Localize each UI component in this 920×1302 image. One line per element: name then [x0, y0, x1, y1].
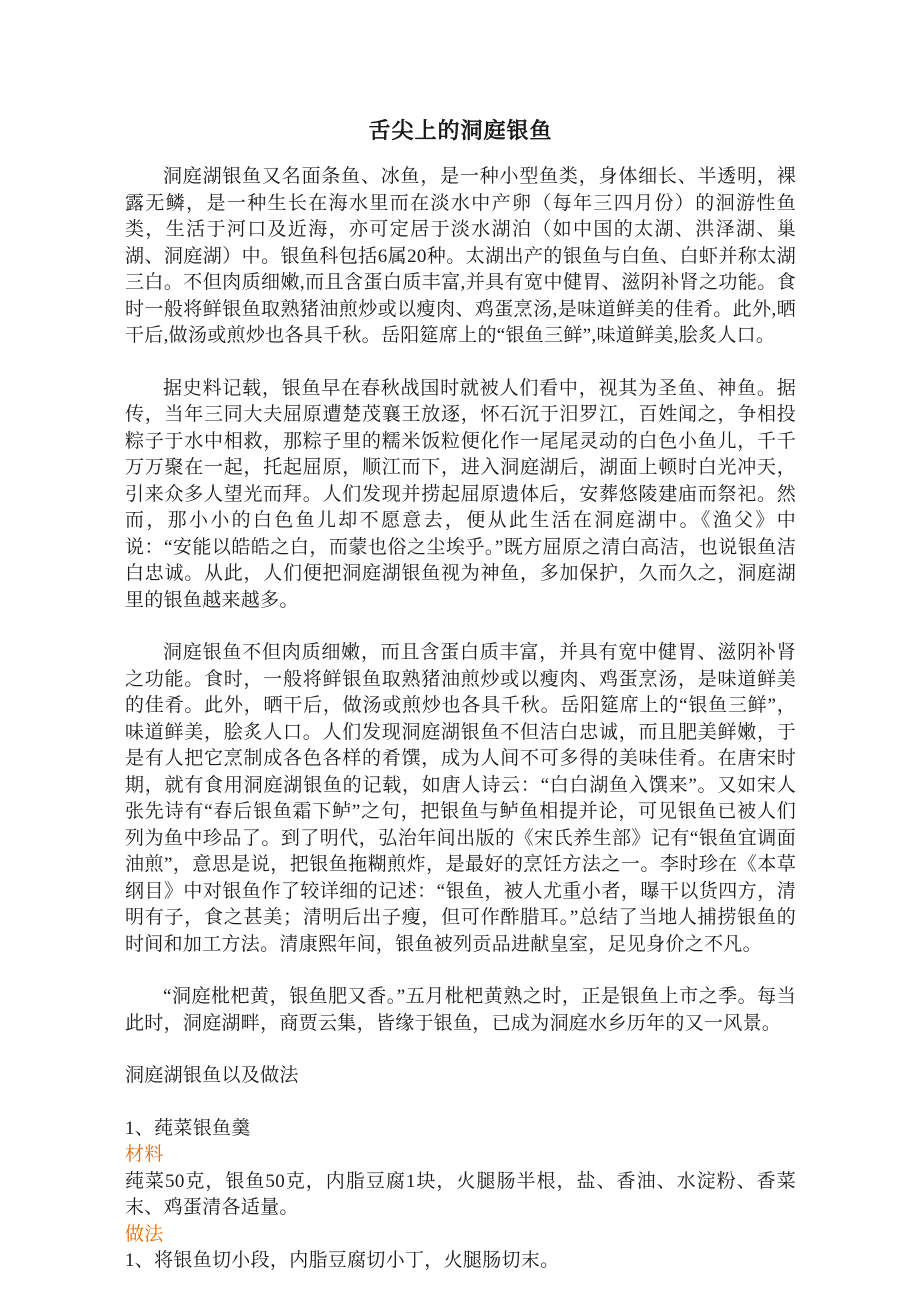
paragraph-intro: 洞庭湖银鱼又名面条鱼、冰鱼，是一种小型鱼类，身体细长、半透明，裸露无鳞，是一种生长在海水里而在淡水中产卵（每年三四月份）的洄游性鱼类，生活于河口及近海，亦可定居于淡水湖泊（如中国的太湖、洪泽湖、巢湖、洞庭湖）中。银鱼科包括6属20种。太湖出产的银鱼与白鱼、白虾并称太湖三白。不但肉质细嫩,而且含蛋白质丰富,并具有宽中健胃、滋阴补肾之功能。食时一般将鲜银鱼取熟猪油煎炒或以瘦肉、鸡蛋烹汤,是味道鲜美的佳肴。此外,晒干后,做汤或煎炒也各具千秋。岳阳筵席上的“银鱼三鲜”,味道鲜美,脍炙人口。 [125, 166, 796, 346]
recipe-section [125, 1116, 796, 1275]
paragraph-legend: 据史料记载，银鱼早在春秋战国时就被人们看中，视其为圣鱼、神鱼。据传，当年三同大夫屈原遭楚茂襄王放逐，怀石沉于汨罗江，百姓闻之，争相投粽子于水中相救，那粽子里的糯米饭粒便化作一尾尾灵动的白色小鱼儿，千千万万聚在一起，托起屈原，顺江而下，进入洞庭湖后，湖面上顿时白光冲天，引来众多人望光而拜。人们发现并捞起屈原遗体后，安葬悠陵建庙而祭祀。然而，那小小的白色鱼儿却不愿意去，便从此生活在洞庭湖中。《渔父》中说：“安能以皓皓之白，而蒙也俗之尘埃乎。”既方屈原之清白高洁，也说银鱼洁白忠诚。从此，人们便把洞庭湖银鱼视为神鱼，多加保护，久而久之，洞庭湖里的银鱼越来越多。 [125, 377, 796, 611]
paragraph-season: “洞庭枇杷黄，银鱼肥又香。”五月枇杷黄熟之时，正是银鱼上市之季。每当此时，洞庭湖畔，商贾云集，皆缘于银鱼，已成为洞庭水乡历年的又一风景。 [125, 986, 796, 1034]
recipe-title: 1、莼菜银鱼羹 [125, 1117, 251, 1139]
method-label: 做法 [125, 1223, 164, 1245]
materials-label: 材料 [125, 1144, 164, 1165]
materials-text: 莼菜50克，银鱼50克，内脂豆腐1块，火腿肠半根，盐、香油、水淀粉、香菜末、鸡蛋清各适量。 [125, 1170, 796, 1218]
paragraph-history: 洞庭银鱼不但肉质细嫩，而且含蛋白质丰富，并具有宽中健胃、滋阴补肾之功能。食时，一般将鲜银鱼取熟猪油煎炒或以瘦肉、鸡蛋烹汤，是味道鲜美的佳肴。此外，晒干后，做汤或煎炒也各具千秋。岳阳筵席上的“银鱼三鲜”，味道鲜美，脍炙人口。人们发现洞庭湖银鱼不但洁白忠诚，而且肥美鲜嫩，于是有人把它烹制成各色各样的肴馔，成为人间不可多得的美味佳肴。在唐宋时期，就有食用洞庭湖银鱼的记载，如唐人诗云：“白白湖鱼入馔来”。又如宋人张先诗有“春后银鱼霜下鲈”之句，把银鱼与鲈鱼相提并论，可见银鱼已被人们列为鱼中珍品了。到了明代，弘治年间出版的《宋氏养生部》记有“银鱼宜调面油煎”，意思是说，把银鱼拖糊煎炸，是最好的烹饪方法之一。李时珍在《本草纲目》中对银鱼作了较详细的记述：“银鱼，被人尤重小者，曝干以货四方，清明有子，食之甚美；清明后出子瘦，但可作酢腊耳。”总结了当地人捕捞银鱼的时间和加工方法。清康熙年间，银鱼被列贡品进献皇室，足见身价之不凡。 [125, 642, 796, 955]
method-step-1: 1、将银鱼切小段，内脂豆腐切小丁，火腿肠切末。 [125, 1250, 560, 1271]
section-heading-recipes: 洞庭湖银鱼以及做法 [125, 1065, 299, 1086]
document-title: 舌尖上的洞庭银鱼 [368, 118, 553, 143]
